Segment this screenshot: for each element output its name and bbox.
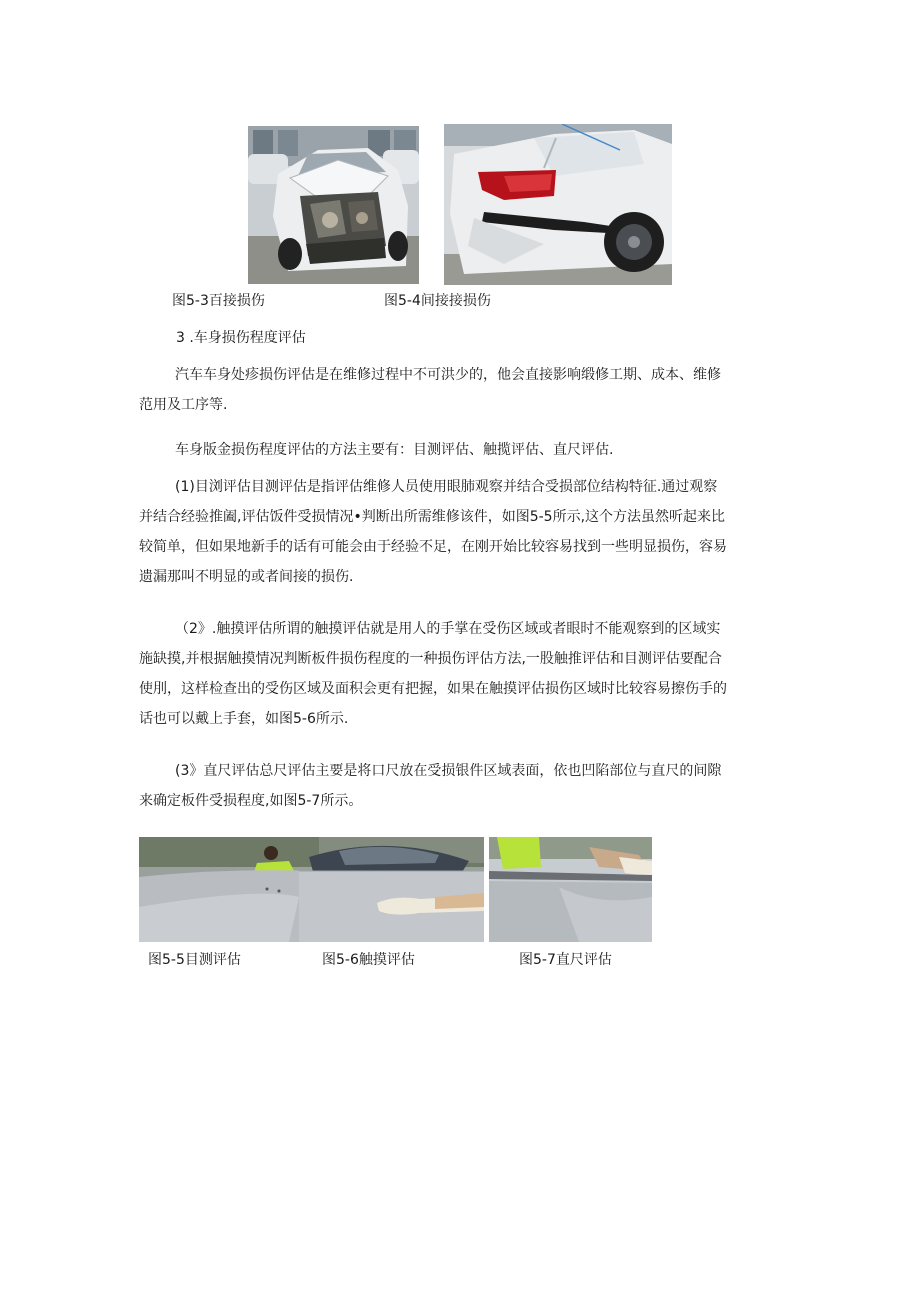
paragraph-ruler-assessment (139, 756, 789, 816)
front-damage-photo (248, 126, 419, 284)
paragraph-touch-assessment (139, 614, 789, 734)
paragraph-visual-assessment (139, 472, 789, 592)
figure-5-3-image (248, 126, 419, 284)
figure-5-5-5-6-image (139, 837, 484, 942)
paragraph-line: 遗漏那叫不明显的或者间接的损伤. (139, 569, 354, 585)
figure-5-5-caption: 图5-5目测评估 (148, 952, 241, 968)
paragraph-intro (139, 360, 789, 420)
figure-5-6-caption: 图5-6触摸评估 (322, 952, 415, 968)
ruler-inspection-photo (489, 837, 652, 942)
paragraph-line: 车身版金损伤程度评估的方法主要有：目测评估、触揽评估、直尺评估. (175, 442, 614, 458)
figure-5-3-caption: 图5-3百接损伤 (172, 293, 265, 309)
figure-5-4-caption: 图5-4间接接损伤 (384, 293, 491, 309)
paragraph-line: 汽车车身处疹损伤评估是在维修过程中不可洪少的，他会直接影响缎修工期、成本、维修 (175, 367, 721, 383)
figure-5-4-image (444, 124, 672, 285)
hood-inspection-photo (139, 837, 484, 942)
paragraph-line: (1)目浏评估目测评估是指评估维修人员使用眼肺观察并结合受损部位结构特征.通过观察 (175, 479, 718, 495)
paragraph-line: 施缺摸,并根据触摸情况判断板件损伤程度的一种损伤评估方法,一股触推评估和目测评估要配合 (139, 651, 722, 667)
rear-damage-photo (444, 124, 672, 285)
paragraph-line: (3》直尺评估总尺评估主要是将口尺放在受损银件区域表面，依也凹陷部位与直尺的间隙 (175, 763, 722, 779)
paragraph-methods (139, 435, 789, 465)
paragraph-line: 来确定板件受损程度,如图5-7所示。 (139, 793, 363, 809)
figure-5-7-image (489, 837, 652, 942)
paragraph-line: 较简单，但如果地新手的话有可能会由于经验不足，在刚开始比较容易找到一些明显损伤，容易 (139, 539, 727, 555)
paragraph-line: （2》.触摸评估所谓的触摸评估就是用人的手掌在受伤区域或者眼时不能观察到的区域实 (175, 621, 721, 637)
section-heading: 3 .车身损伤程度评估 (176, 330, 306, 346)
paragraph-line: 并结合经验推阖,评估饭件受损情况•判断出所需维修该件，如图5-5所示,这个方法虽然听起来比 (139, 509, 726, 525)
paragraph-line: 范用及工序等. (139, 397, 228, 413)
figure-5-7-caption: 图5-7直尺评估 (519, 952, 612, 968)
paragraph-line: 话也可以戴上手套，如图5-6所示. (139, 711, 349, 727)
paragraph-line: 使刖，这样检查出的受伤区域及面积会更有把握，如果在触摸评估损伤区域时比较容易擦伤手的 (139, 681, 727, 697)
